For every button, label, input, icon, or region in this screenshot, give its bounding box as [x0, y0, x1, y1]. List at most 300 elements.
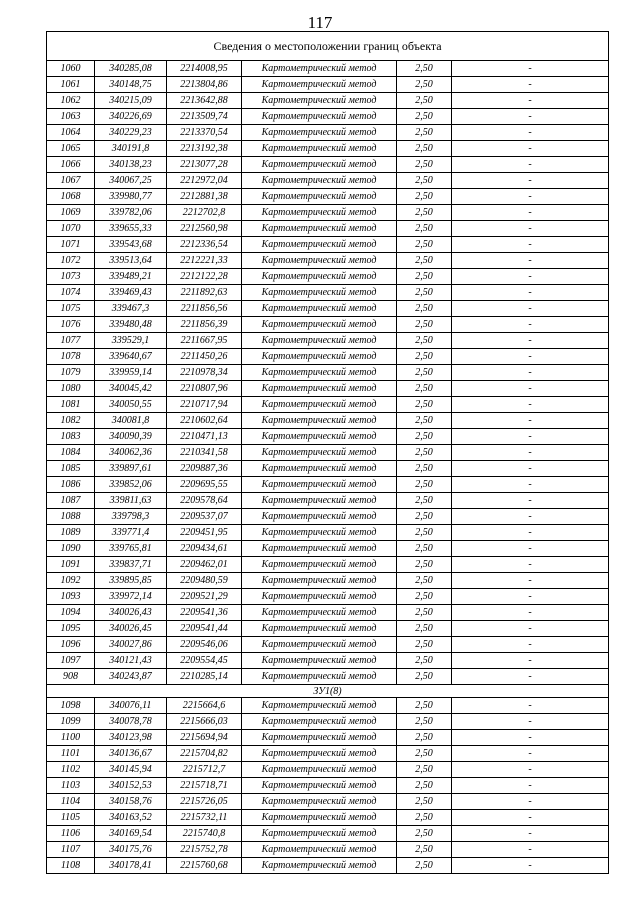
description-cell: - — [452, 109, 609, 125]
description-cell: - — [452, 317, 609, 333]
description-cell: - — [452, 221, 609, 237]
x-coordinate-cell: 339811,63 — [95, 493, 167, 509]
accuracy-cell: 2,50 — [397, 333, 452, 349]
table-row — [47, 541, 609, 557]
x-coordinate-cell: 340191,8 — [95, 141, 167, 157]
description-cell: - — [452, 810, 609, 826]
accuracy-cell: 2,50 — [397, 621, 452, 637]
point-number-cell: 1090 — [47, 541, 95, 557]
table-title-row — [47, 32, 609, 61]
method-cell: Картометрический метод — [242, 842, 397, 858]
point-number-cell: 1079 — [47, 365, 95, 381]
table-row — [47, 93, 609, 109]
section-label: ЗУ1(8) — [47, 685, 609, 698]
y-coordinate-cell: 2215752,78 — [167, 842, 242, 858]
description-cell: - — [452, 141, 609, 157]
table-row — [47, 365, 609, 381]
method-cell: Картометрический метод — [242, 93, 397, 109]
x-coordinate-cell: 339529,1 — [95, 333, 167, 349]
accuracy-cell: 2,50 — [397, 173, 452, 189]
table-row — [47, 189, 609, 205]
accuracy-cell: 2,50 — [397, 794, 452, 810]
method-cell: Картометрический метод — [242, 589, 397, 605]
description-cell: - — [452, 269, 609, 285]
method-cell: Картометрический метод — [242, 525, 397, 541]
method-cell: Картометрический метод — [242, 61, 397, 77]
description-cell: - — [452, 365, 609, 381]
y-coordinate-cell: 2213642,88 — [167, 93, 242, 109]
y-coordinate-cell: 2215740,8 — [167, 826, 242, 842]
x-coordinate-cell: 339543,68 — [95, 237, 167, 253]
description-cell: - — [452, 61, 609, 77]
description-cell: - — [452, 461, 609, 477]
accuracy-cell: 2,50 — [397, 253, 452, 269]
point-number-cell: 1069 — [47, 205, 95, 221]
y-coordinate-cell: 2209537,07 — [167, 509, 242, 525]
point-number-cell: 1067 — [47, 173, 95, 189]
table-row — [47, 653, 609, 669]
x-coordinate-cell: 339480,48 — [95, 317, 167, 333]
x-coordinate-cell: 339467,3 — [95, 301, 167, 317]
table-row — [47, 61, 609, 77]
accuracy-cell: 2,50 — [397, 93, 452, 109]
description-cell: - — [452, 445, 609, 461]
method-cell: Картометрический метод — [242, 285, 397, 301]
table-row — [47, 237, 609, 253]
section-header-row — [47, 685, 609, 698]
y-coordinate-cell: 2212881,38 — [167, 189, 242, 205]
description-cell: - — [452, 525, 609, 541]
method-cell: Картометрический метод — [242, 333, 397, 349]
x-coordinate-cell: 340078,78 — [95, 714, 167, 730]
table-row — [47, 778, 609, 794]
y-coordinate-cell: 2211892,63 — [167, 285, 242, 301]
point-number-cell: 1098 — [47, 698, 95, 714]
method-cell: Картометрический метод — [242, 698, 397, 714]
table-row — [47, 621, 609, 637]
y-coordinate-cell: 2213077,28 — [167, 157, 242, 173]
point-number-cell: 1089 — [47, 525, 95, 541]
table-row — [47, 730, 609, 746]
description-cell: - — [452, 285, 609, 301]
y-coordinate-cell: 2209541,44 — [167, 621, 242, 637]
x-coordinate-cell: 340158,76 — [95, 794, 167, 810]
point-number-cell: 1077 — [47, 333, 95, 349]
x-coordinate-cell: 340163,52 — [95, 810, 167, 826]
y-coordinate-cell: 2211450,26 — [167, 349, 242, 365]
point-number-cell: 1072 — [47, 253, 95, 269]
point-number-cell: 1088 — [47, 509, 95, 525]
x-coordinate-cell: 340285,08 — [95, 61, 167, 77]
method-cell: Картометрический метод — [242, 810, 397, 826]
point-number-cell: 1085 — [47, 461, 95, 477]
accuracy-cell: 2,50 — [397, 557, 452, 573]
y-coordinate-cell: 2209887,36 — [167, 461, 242, 477]
method-cell: Картометрический метод — [242, 762, 397, 778]
method-cell: Картометрический метод — [242, 413, 397, 429]
x-coordinate-cell: 339782,06 — [95, 205, 167, 221]
y-coordinate-cell: 2215726,05 — [167, 794, 242, 810]
table-row — [47, 794, 609, 810]
table-row — [47, 525, 609, 541]
x-coordinate-cell: 340050,55 — [95, 397, 167, 413]
point-number-cell: 1093 — [47, 589, 95, 605]
description-cell: - — [452, 237, 609, 253]
method-cell: Картометрический метод — [242, 477, 397, 493]
description-cell: - — [452, 125, 609, 141]
y-coordinate-cell: 2213509,74 — [167, 109, 242, 125]
method-cell: Картометрический метод — [242, 429, 397, 445]
point-number-cell: 1086 — [47, 477, 95, 493]
x-coordinate-cell: 340067,25 — [95, 173, 167, 189]
method-cell: Картометрический метод — [242, 826, 397, 842]
method-cell: Картометрический метод — [242, 77, 397, 93]
accuracy-cell: 2,50 — [397, 205, 452, 221]
point-number-cell: 1101 — [47, 746, 95, 762]
x-coordinate-cell: 340215,09 — [95, 93, 167, 109]
accuracy-cell: 2,50 — [397, 714, 452, 730]
method-cell: Картометрический метод — [242, 349, 397, 365]
table-row — [47, 253, 609, 269]
accuracy-cell: 2,50 — [397, 525, 452, 541]
y-coordinate-cell: 2209521,29 — [167, 589, 242, 605]
y-coordinate-cell: 2210285,14 — [167, 669, 242, 685]
point-number-cell: 1084 — [47, 445, 95, 461]
description-cell: - — [452, 621, 609, 637]
x-coordinate-cell: 339798,3 — [95, 509, 167, 525]
point-number-cell: 1078 — [47, 349, 95, 365]
description-cell: - — [452, 173, 609, 189]
y-coordinate-cell: 2209578,64 — [167, 493, 242, 509]
method-cell: Картометрический метод — [242, 381, 397, 397]
description-cell: - — [452, 826, 609, 842]
description-cell: - — [452, 381, 609, 397]
description-cell: - — [452, 637, 609, 653]
table-row — [47, 173, 609, 189]
description-cell: - — [452, 413, 609, 429]
description-cell: - — [452, 93, 609, 109]
accuracy-cell: 2,50 — [397, 746, 452, 762]
x-coordinate-cell: 340026,45 — [95, 621, 167, 637]
method-cell: Картометрический метод — [242, 746, 397, 762]
point-number-cell: 1094 — [47, 605, 95, 621]
table-row — [47, 381, 609, 397]
table-row — [47, 698, 609, 714]
y-coordinate-cell: 2209434,61 — [167, 541, 242, 557]
description-cell: - — [452, 301, 609, 317]
y-coordinate-cell: 2215732,11 — [167, 810, 242, 826]
point-number-cell: 1080 — [47, 381, 95, 397]
description-cell: - — [452, 714, 609, 730]
table-row — [47, 445, 609, 461]
point-number-cell: 1108 — [47, 858, 95, 874]
table-row — [47, 637, 609, 653]
method-cell: Картометрический метод — [242, 397, 397, 413]
x-coordinate-cell: 339980,77 — [95, 189, 167, 205]
table-row — [47, 714, 609, 730]
x-coordinate-cell: 340178,41 — [95, 858, 167, 874]
description-cell: - — [452, 842, 609, 858]
table-row — [47, 746, 609, 762]
point-number-cell: 1091 — [47, 557, 95, 573]
method-cell: Картометрический метод — [242, 365, 397, 381]
y-coordinate-cell: 2213804,86 — [167, 77, 242, 93]
table-row — [47, 557, 609, 573]
y-coordinate-cell: 2213192,38 — [167, 141, 242, 157]
accuracy-cell: 2,50 — [397, 349, 452, 365]
description-cell: - — [452, 573, 609, 589]
table-row — [47, 573, 609, 589]
method-cell: Картометрический метод — [242, 794, 397, 810]
y-coordinate-cell: 2209462,01 — [167, 557, 242, 573]
accuracy-cell: 2,50 — [397, 269, 452, 285]
accuracy-cell: 2,50 — [397, 842, 452, 858]
point-number-cell: 1073 — [47, 269, 95, 285]
point-number-cell: 1065 — [47, 141, 95, 157]
table-row — [47, 810, 609, 826]
method-cell: Картометрический метод — [242, 269, 397, 285]
accuracy-cell: 2,50 — [397, 157, 452, 173]
method-cell: Картометрический метод — [242, 125, 397, 141]
point-number-cell: 1099 — [47, 714, 95, 730]
description-cell: - — [452, 77, 609, 93]
x-coordinate-cell: 340138,23 — [95, 157, 167, 173]
table-row — [47, 429, 609, 445]
x-coordinate-cell: 340226,69 — [95, 109, 167, 125]
y-coordinate-cell: 2211856,39 — [167, 317, 242, 333]
method-cell: Картометрический метод — [242, 557, 397, 573]
point-number-cell: 1097 — [47, 653, 95, 669]
table-row — [47, 842, 609, 858]
point-number-cell: 1083 — [47, 429, 95, 445]
y-coordinate-cell: 2210341,58 — [167, 445, 242, 461]
point-number-cell: 1074 — [47, 285, 95, 301]
method-cell: Картометрический метод — [242, 157, 397, 173]
y-coordinate-cell: 2215718,71 — [167, 778, 242, 794]
accuracy-cell: 2,50 — [397, 317, 452, 333]
y-coordinate-cell: 2210471,13 — [167, 429, 242, 445]
method-cell: Картометрический метод — [242, 637, 397, 653]
x-coordinate-cell: 340081,8 — [95, 413, 167, 429]
point-number-cell: 1105 — [47, 810, 95, 826]
x-coordinate-cell: 339771,4 — [95, 525, 167, 541]
table-row — [47, 333, 609, 349]
description-cell: - — [452, 493, 609, 509]
description-cell: - — [452, 157, 609, 173]
method-cell: Картометрический метод — [242, 317, 397, 333]
point-number-cell: 1103 — [47, 778, 95, 794]
table-row — [47, 349, 609, 365]
description-cell: - — [452, 429, 609, 445]
x-coordinate-cell: 340076,11 — [95, 698, 167, 714]
boundary-coordinates-table — [46, 31, 609, 874]
x-coordinate-cell: 340169,54 — [95, 826, 167, 842]
x-coordinate-cell: 340123,98 — [95, 730, 167, 746]
x-coordinate-cell: 339469,43 — [95, 285, 167, 301]
method-cell: Картометрический метод — [242, 445, 397, 461]
y-coordinate-cell: 2212702,8 — [167, 205, 242, 221]
accuracy-cell: 2,50 — [397, 605, 452, 621]
description-cell: - — [452, 605, 609, 621]
accuracy-cell: 2,50 — [397, 589, 452, 605]
x-coordinate-cell: 339837,71 — [95, 557, 167, 573]
description-cell: - — [452, 205, 609, 221]
accuracy-cell: 2,50 — [397, 61, 452, 77]
x-coordinate-cell: 340027,86 — [95, 637, 167, 653]
x-coordinate-cell: 339765,81 — [95, 541, 167, 557]
table-row — [47, 413, 609, 429]
point-number-cell: 1095 — [47, 621, 95, 637]
x-coordinate-cell: 340175,76 — [95, 842, 167, 858]
accuracy-cell: 2,50 — [397, 77, 452, 93]
description-cell: - — [452, 541, 609, 557]
method-cell: Картометрический метод — [242, 730, 397, 746]
accuracy-cell: 2,50 — [397, 413, 452, 429]
x-coordinate-cell: 340136,67 — [95, 746, 167, 762]
description-cell: - — [452, 333, 609, 349]
accuracy-cell: 2,50 — [397, 237, 452, 253]
y-coordinate-cell: 2210978,34 — [167, 365, 242, 381]
table-row — [47, 477, 609, 493]
point-number-cell: 1071 — [47, 237, 95, 253]
description-cell: - — [452, 189, 609, 205]
x-coordinate-cell: 339959,14 — [95, 365, 167, 381]
y-coordinate-cell: 2215760,68 — [167, 858, 242, 874]
x-coordinate-cell: 340243,87 — [95, 669, 167, 685]
accuracy-cell: 2,50 — [397, 365, 452, 381]
method-cell: Картометрический метод — [242, 493, 397, 509]
accuracy-cell: 2,50 — [397, 109, 452, 125]
point-number-cell: 1061 — [47, 77, 95, 93]
x-coordinate-cell: 340121,43 — [95, 653, 167, 669]
table-row — [47, 826, 609, 842]
point-number-cell: 1092 — [47, 573, 95, 589]
y-coordinate-cell: 2210717,94 — [167, 397, 242, 413]
method-cell: Картометрический метод — [242, 669, 397, 685]
method-cell: Картометрический метод — [242, 301, 397, 317]
accuracy-cell: 2,50 — [397, 493, 452, 509]
table-row — [47, 669, 609, 685]
description-cell: - — [452, 746, 609, 762]
point-number-cell: 908 — [47, 669, 95, 685]
method-cell: Картометрический метод — [242, 253, 397, 269]
table-row — [47, 77, 609, 93]
accuracy-cell: 2,50 — [397, 826, 452, 842]
point-number-cell: 1081 — [47, 397, 95, 413]
table-row — [47, 461, 609, 477]
table-row — [47, 269, 609, 285]
y-coordinate-cell: 2215704,82 — [167, 746, 242, 762]
y-coordinate-cell: 2209541,36 — [167, 605, 242, 621]
table-row — [47, 125, 609, 141]
y-coordinate-cell: 2212221,33 — [167, 253, 242, 269]
table-row — [47, 157, 609, 173]
point-number-cell: 1104 — [47, 794, 95, 810]
y-coordinate-cell: 2209480,59 — [167, 573, 242, 589]
point-number-cell: 1096 — [47, 637, 95, 653]
table-row — [47, 301, 609, 317]
description-cell: - — [452, 778, 609, 794]
x-coordinate-cell: 340045,42 — [95, 381, 167, 397]
point-number-cell: 1066 — [47, 157, 95, 173]
table-row — [47, 221, 609, 237]
method-cell: Картометрический метод — [242, 621, 397, 637]
accuracy-cell: 2,50 — [397, 429, 452, 445]
accuracy-cell: 2,50 — [397, 125, 452, 141]
point-number-cell: 1082 — [47, 413, 95, 429]
y-coordinate-cell: 2214008,95 — [167, 61, 242, 77]
description-cell: - — [452, 858, 609, 874]
table-row — [47, 141, 609, 157]
point-number-cell: 1100 — [47, 730, 95, 746]
description-cell: - — [452, 477, 609, 493]
method-cell: Картометрический метод — [242, 205, 397, 221]
description-cell: - — [452, 509, 609, 525]
accuracy-cell: 2,50 — [397, 669, 452, 685]
accuracy-cell: 2,50 — [397, 221, 452, 237]
description-cell: - — [452, 253, 609, 269]
x-coordinate-cell: 340062,36 — [95, 445, 167, 461]
method-cell: Картометрический метод — [242, 461, 397, 477]
description-cell: - — [452, 669, 609, 685]
table-row — [47, 762, 609, 778]
description-cell: - — [452, 730, 609, 746]
method-cell: Картометрический метод — [242, 109, 397, 125]
y-coordinate-cell: 2212336,54 — [167, 237, 242, 253]
x-coordinate-cell: 339895,85 — [95, 573, 167, 589]
description-cell: - — [452, 698, 609, 714]
y-coordinate-cell: 2215694,94 — [167, 730, 242, 746]
point-number-cell: 1062 — [47, 93, 95, 109]
point-number-cell: 1063 — [47, 109, 95, 125]
accuracy-cell: 2,50 — [397, 381, 452, 397]
description-cell: - — [452, 589, 609, 605]
point-number-cell: 1107 — [47, 842, 95, 858]
method-cell: Картометрический метод — [242, 509, 397, 525]
method-cell: Картометрический метод — [242, 541, 397, 557]
accuracy-cell: 2,50 — [397, 477, 452, 493]
point-number-cell: 1076 — [47, 317, 95, 333]
x-coordinate-cell: 339640,67 — [95, 349, 167, 365]
description-cell: - — [452, 349, 609, 365]
point-number-cell: 1102 — [47, 762, 95, 778]
table-row — [47, 285, 609, 301]
method-cell: Картометрический метод — [242, 714, 397, 730]
table-row — [47, 589, 609, 605]
method-cell: Картометрический метод — [242, 189, 397, 205]
accuracy-cell: 2,50 — [397, 637, 452, 653]
table-row — [47, 509, 609, 525]
y-coordinate-cell: 2212972,04 — [167, 173, 242, 189]
description-cell: - — [452, 653, 609, 669]
method-cell: Картометрический метод — [242, 141, 397, 157]
x-coordinate-cell: 340148,75 — [95, 77, 167, 93]
method-cell: Картометрический метод — [242, 605, 397, 621]
x-coordinate-cell: 340152,53 — [95, 778, 167, 794]
point-number-cell: 1068 — [47, 189, 95, 205]
point-number-cell: 1060 — [47, 61, 95, 77]
y-coordinate-cell: 2212122,28 — [167, 269, 242, 285]
method-cell: Картометрический метод — [242, 573, 397, 589]
table-row — [47, 397, 609, 413]
table-row — [47, 205, 609, 221]
description-cell: - — [452, 762, 609, 778]
accuracy-cell: 2,50 — [397, 397, 452, 413]
point-number-cell: 1087 — [47, 493, 95, 509]
table-title: Сведения о местоположении границ объекта — [47, 32, 609, 61]
accuracy-cell: 2,50 — [397, 301, 452, 317]
y-coordinate-cell: 2209546,06 — [167, 637, 242, 653]
